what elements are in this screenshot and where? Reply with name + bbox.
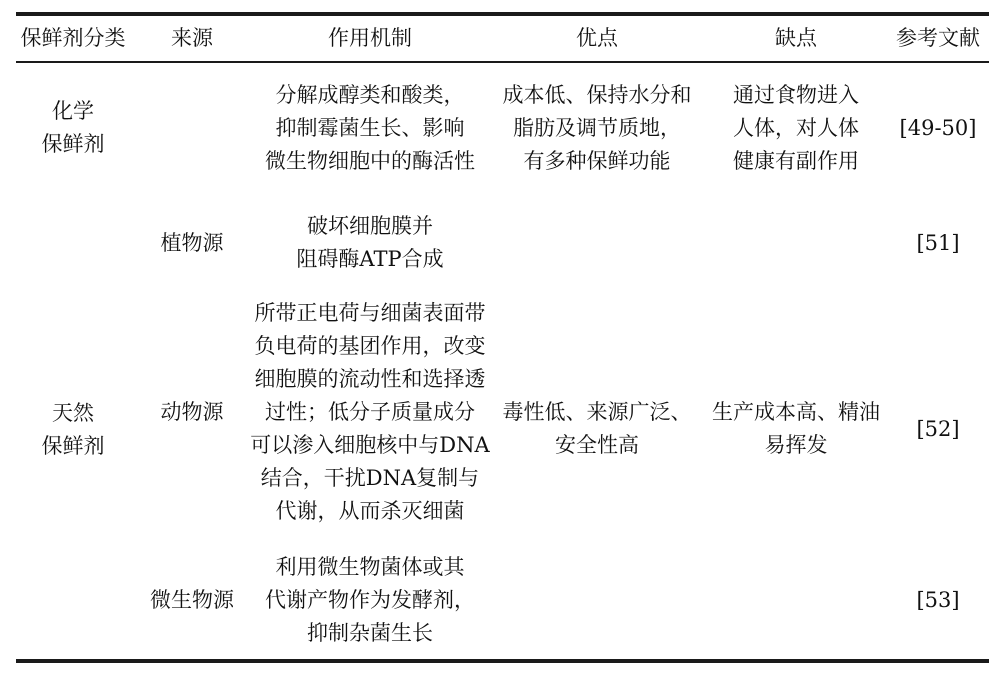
category-chemical-line: 保鲜剂: [41, 132, 105, 156]
mechanism-line: 所带正电荷与细菌表面带: [254, 300, 486, 325]
advantages-line: 安全性高: [555, 433, 639, 457]
category-natural-line: 天然: [52, 401, 94, 425]
row-3-reference: [53]: [916, 587, 960, 612]
header-category: 保鲜剂分类: [20, 26, 126, 50]
row-0-reference: [49-50]: [899, 115, 977, 140]
advantages-line: 有多种保鲜功能: [523, 148, 671, 173]
advantages-line: 毒性低、来源广泛、: [502, 400, 692, 424]
row-2-reference: [52]: [916, 416, 960, 441]
row-3-source: 微生物源: [150, 587, 234, 612]
mechanism-line: 微生物细胞中的酶活性: [265, 148, 475, 173]
header-disadvantages: 缺点: [775, 26, 817, 50]
mechanism-line: 阻碍酶ATP合成: [296, 247, 444, 271]
natural-disadvantages: [700, 396, 892, 462]
category-chemical: [18, 76, 128, 180]
disadvantages-line: 健康有副作用: [733, 148, 859, 173]
mechanism-line: 代谢产物作为发酵剂，: [265, 587, 475, 612]
category-chemical-line: 化学: [52, 99, 94, 123]
header-advantages: 优点: [576, 26, 618, 50]
mechanism-line: 过性；低分子质量成分: [264, 399, 475, 424]
mechanism-line: 代谢，从而杀灭细菌: [275, 498, 465, 523]
disadvantages-line: 易挥发: [764, 433, 828, 457]
row-2-mechanism: [230, 296, 510, 528]
advantages-line: 脂肪及调节质地，: [513, 115, 681, 140]
mechanism-line: 破坏细胞膜并: [307, 214, 433, 238]
mechanism-line: 抑制杂菌生长: [307, 620, 433, 645]
header-reference: 参考文献: [896, 26, 980, 50]
row-0-advantages: [480, 76, 714, 180]
disadvantages-line: 生产成本高、精油: [712, 400, 880, 424]
category-natural: [18, 390, 128, 470]
natural-advantages: [480, 396, 714, 462]
mechanism-line: 结合，干扰DNA复制与: [260, 465, 480, 490]
mechanism-line: 分解成醇类和酸类，: [275, 82, 465, 107]
header-source: 来源: [171, 26, 213, 50]
advantages-line: 成本低、保持水分和: [502, 82, 692, 107]
row-0-disadvantages: [700, 76, 892, 180]
mechanism-line: 负电荷的基团作用，改变: [254, 333, 486, 358]
disadvantages-line: 人体，对人体: [733, 115, 859, 140]
row-1-mechanism: [230, 210, 510, 276]
disadvantages-line: 通过食物进入: [733, 82, 859, 107]
table-header-rule: [16, 61, 989, 63]
category-natural-line: 保鲜剂: [41, 434, 105, 458]
row-2-source: 动物源: [160, 399, 224, 424]
mechanism-line: 抑制霉菌生长、影响: [275, 115, 465, 140]
row-1-source: 植物源: [160, 230, 224, 255]
table-bottom-rule: [16, 659, 989, 663]
mechanism-line: 利用微生物菌体或其: [275, 554, 465, 579]
header-mechanism: 作用机制: [328, 26, 412, 50]
mechanism-line: 可以渗入细胞核中与DNA: [250, 432, 490, 457]
mechanism-line: 细胞膜的流动性和选择透: [254, 366, 486, 391]
row-0-mechanism: [230, 76, 510, 180]
row-3-mechanism: [230, 550, 510, 650]
row-1-reference: [51]: [916, 230, 960, 255]
